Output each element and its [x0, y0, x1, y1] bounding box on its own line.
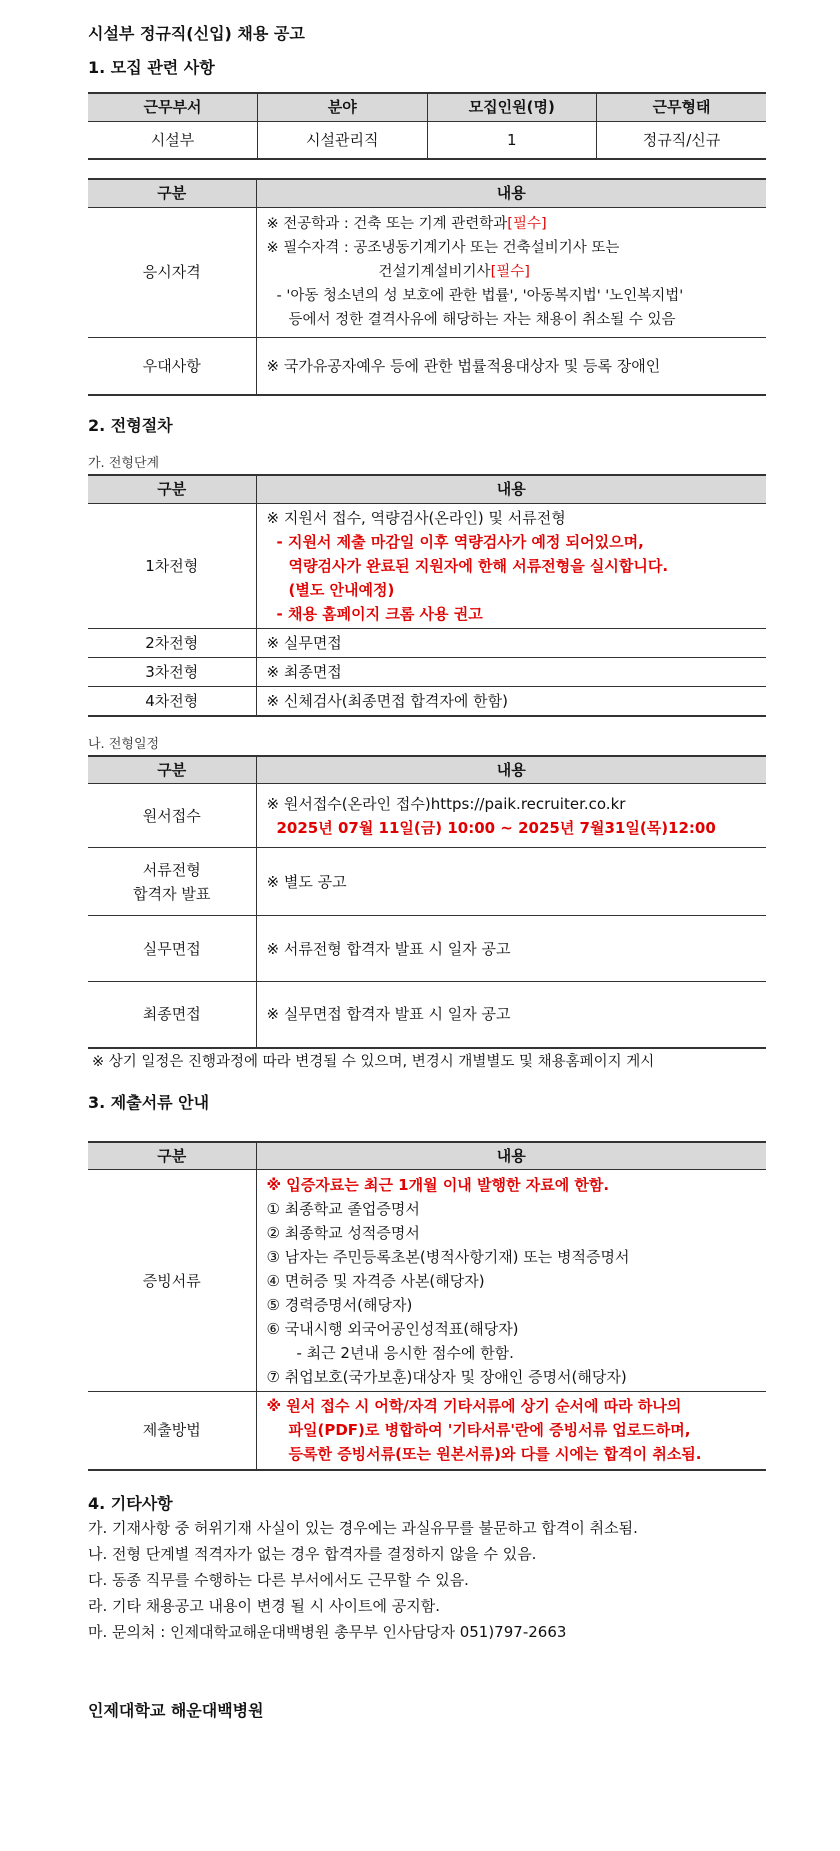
- stage3-text: ※ 최종면접: [256, 657, 766, 686]
- qual-header-category: 구분: [88, 179, 256, 207]
- etc-list: [88, 1515, 766, 1645]
- section3-title: 3. 제출서류 안내: [88, 1092, 210, 1112]
- stage1-line4: (별도 안내예정): [288, 580, 395, 599]
- apply-content: [256, 784, 766, 848]
- stage1-content: [256, 503, 766, 628]
- doc-result-label: [88, 848, 256, 916]
- apply-label: 원서접수: [88, 784, 256, 848]
- final-interview-text: ※ 실무면접 합격자 발표 시 일자 공고: [256, 982, 766, 1048]
- stage1-line2: - 지원서 제출 마감일 이후 역량검사가 예정 되어있으며,: [276, 532, 644, 551]
- stage4-label: 4차전형: [88, 686, 256, 716]
- documents-content: [256, 1170, 766, 1392]
- stages-header-content: 내용: [256, 475, 766, 503]
- method-line3: 등록한 증빙서류(또는 원본서류)와 다를 시에는 합격이 취소됨.: [288, 1445, 702, 1464]
- stage3-label: 3차전형: [88, 657, 256, 686]
- schedule-header-category: 구분: [88, 756, 256, 784]
- document-item6-sub: - 최근 2년내 응시한 점수에 한함.: [296, 1343, 514, 1362]
- apply-period: 2025년 07월 11일(금) 10:00 ~ 2025년 7월31일(목)12:00: [276, 818, 716, 837]
- recruit-field: 시설관리직: [258, 121, 428, 159]
- qual-line1: ※ 전공학과 : 건축 또는 기계 관련학과: [266, 216, 508, 232]
- organization-name: 인제대학교 해운대백병원: [88, 1700, 264, 1720]
- stage1-label: 1차전형: [88, 503, 256, 628]
- qualification-table: [88, 178, 766, 396]
- recruit-type: 정규직/신규: [597, 121, 767, 159]
- etc-item: 가. 기재사항 중 허위기재 사실이 있는 경우에는 과실유무를 불문하고 합격이 취소됨.: [88, 1518, 638, 1537]
- stage2-text: ※ 실무면접: [256, 628, 766, 657]
- recruit-table: [88, 92, 766, 160]
- etc-item: 마. 문의처 : 인제대학교해운대백병원 총무부 인사담당자 051)797-2663: [88, 1622, 567, 1641]
- qual-line3: 건설기계설비기사: [378, 264, 491, 280]
- doc-result-text: ※ 별도 공고: [256, 848, 766, 916]
- stage4-text: ※ 신체검사(최종면접 합격자에 한함): [256, 686, 766, 716]
- document-item: ④ 면허증 및 자격증 사본(해당자): [266, 1271, 485, 1290]
- stages-table: [88, 474, 766, 717]
- preference-text: ※ 국가유공자예우 등에 관한 법률적용대상자 및 등록 장애인: [256, 337, 766, 395]
- document-item: ⑥ 국내시행 외국어공인성적표(해당자): [266, 1319, 519, 1338]
- stage1-line1: ※ 지원서 접수, 역량검사(온라인) 및 서류전형: [266, 508, 566, 527]
- doc-result-label-line1: 서류전형: [142, 860, 201, 879]
- etc-item: 라. 기타 채용공고 내용이 변경 될 시 사이트에 공지함.: [88, 1596, 440, 1615]
- apply-line1: ※ 원서접수(온라인 접수)https://paik.recruiter.co.kr: [266, 794, 626, 813]
- documents-header-category: 구분: [88, 1142, 256, 1170]
- stage2-label: 2차전형: [88, 628, 256, 657]
- etc-item: 다. 동종 직무를 수행하는 다른 부서에서도 근무할 수 있음.: [88, 1570, 469, 1589]
- stages-subtitle: 가. 전형단계: [88, 456, 160, 471]
- qual-header-content: 내용: [256, 179, 766, 207]
- document-title: 시설부 정규직(신입) 채용 공고: [88, 24, 305, 43]
- qual-line5: 등에서 정한 결격사유에 해당하는 자는 채용이 취소될 수 있음: [288, 312, 676, 328]
- stage1-line3: 역량검사가 완료된 지원자에 한해 서류전형을 실시합니다.: [288, 556, 669, 575]
- practical-interview-text: ※ 서류전형 합격자 발표 시 일자 공고: [256, 916, 766, 982]
- document-item: ① 최종학교 졸업증명서: [266, 1199, 420, 1218]
- schedule-table: [88, 755, 766, 1049]
- documents-table: [88, 1141, 766, 1471]
- final-interview-label: 최종면접: [88, 982, 256, 1048]
- document-item: ② 최종학교 성적증명서: [266, 1223, 420, 1242]
- stages-header-category: 구분: [88, 475, 256, 503]
- qual-line2: ※ 필수자격 : 공조냉동기계기사 또는 건축설비기사 또는: [266, 240, 620, 256]
- schedule-header-content: 내용: [256, 756, 766, 784]
- etc-item: 나. 전형 단계별 적격자가 없는 경우 합격자를 결정하지 않을 수 있음.: [88, 1544, 537, 1563]
- recruit-header-count: 모집인원(명): [427, 93, 597, 121]
- qual-line1-required: [필수]: [507, 216, 547, 232]
- schedule-subtitle: 나. 전형일정: [88, 736, 160, 752]
- recruit-count: 1: [427, 121, 597, 159]
- document-item: ⑤ 경력증명서(해당자): [266, 1295, 413, 1314]
- qualification-label: 응시자격: [88, 207, 256, 337]
- recruit-dept: 시설부: [88, 121, 258, 159]
- section4-title: 4. 기타사항: [88, 1493, 173, 1513]
- section1-title: 1. 모집 관련 사항: [88, 58, 215, 77]
- doc-result-label-line2: 합격자 발표: [133, 884, 211, 903]
- method-line2: 파일(PDF)로 병합하여 '기타서류'란에 증빙서류 업로드하며,: [288, 1421, 691, 1440]
- recruit-header-dept: 근무부서: [88, 93, 258, 121]
- stage1-line5: - 채용 홈페이지 크롬 사용 권고: [276, 604, 483, 623]
- qualification-content: [256, 207, 766, 337]
- recruit-header-field: 분야: [258, 93, 428, 121]
- documents-label: 증빙서류: [88, 1170, 256, 1392]
- section2-title: 2. 전형절차: [88, 416, 173, 435]
- qual-line4: - '아동 청소년의 성 보호에 관한 법률', '아동복지법' '노인복지법': [276, 288, 684, 304]
- practical-interview-label: 실무면접: [88, 916, 256, 982]
- schedule-note: ※ 상기 일정은 진행과정에 따라 변경될 수 있으며, 변경시 개별별도 및 채용홈페이지 게시: [92, 1053, 655, 1070]
- preference-label: 우대사항: [88, 337, 256, 395]
- method-label: 제출방법: [88, 1392, 256, 1470]
- qual-line3-required: [필수]: [490, 264, 530, 280]
- document-item: ③ 남자는 주민등록초본(병적사항기재) 또는 병적증명서: [266, 1247, 630, 1266]
- method-line1: ※ 원서 접수 시 어학/자격 기타서류에 상기 순서에 따라 하나의: [266, 1397, 682, 1416]
- documents-warning: ※ 입증자료는 최근 1개월 이내 발행한 자료에 한함.: [266, 1175, 610, 1194]
- document-item: ⑦ 취업보호(국가보훈)대상자 및 장애인 증명서(해당자): [266, 1367, 627, 1386]
- recruit-header-type: 근무형태: [597, 93, 767, 121]
- documents-header-content: 내용: [256, 1142, 766, 1170]
- method-content: [256, 1392, 766, 1470]
